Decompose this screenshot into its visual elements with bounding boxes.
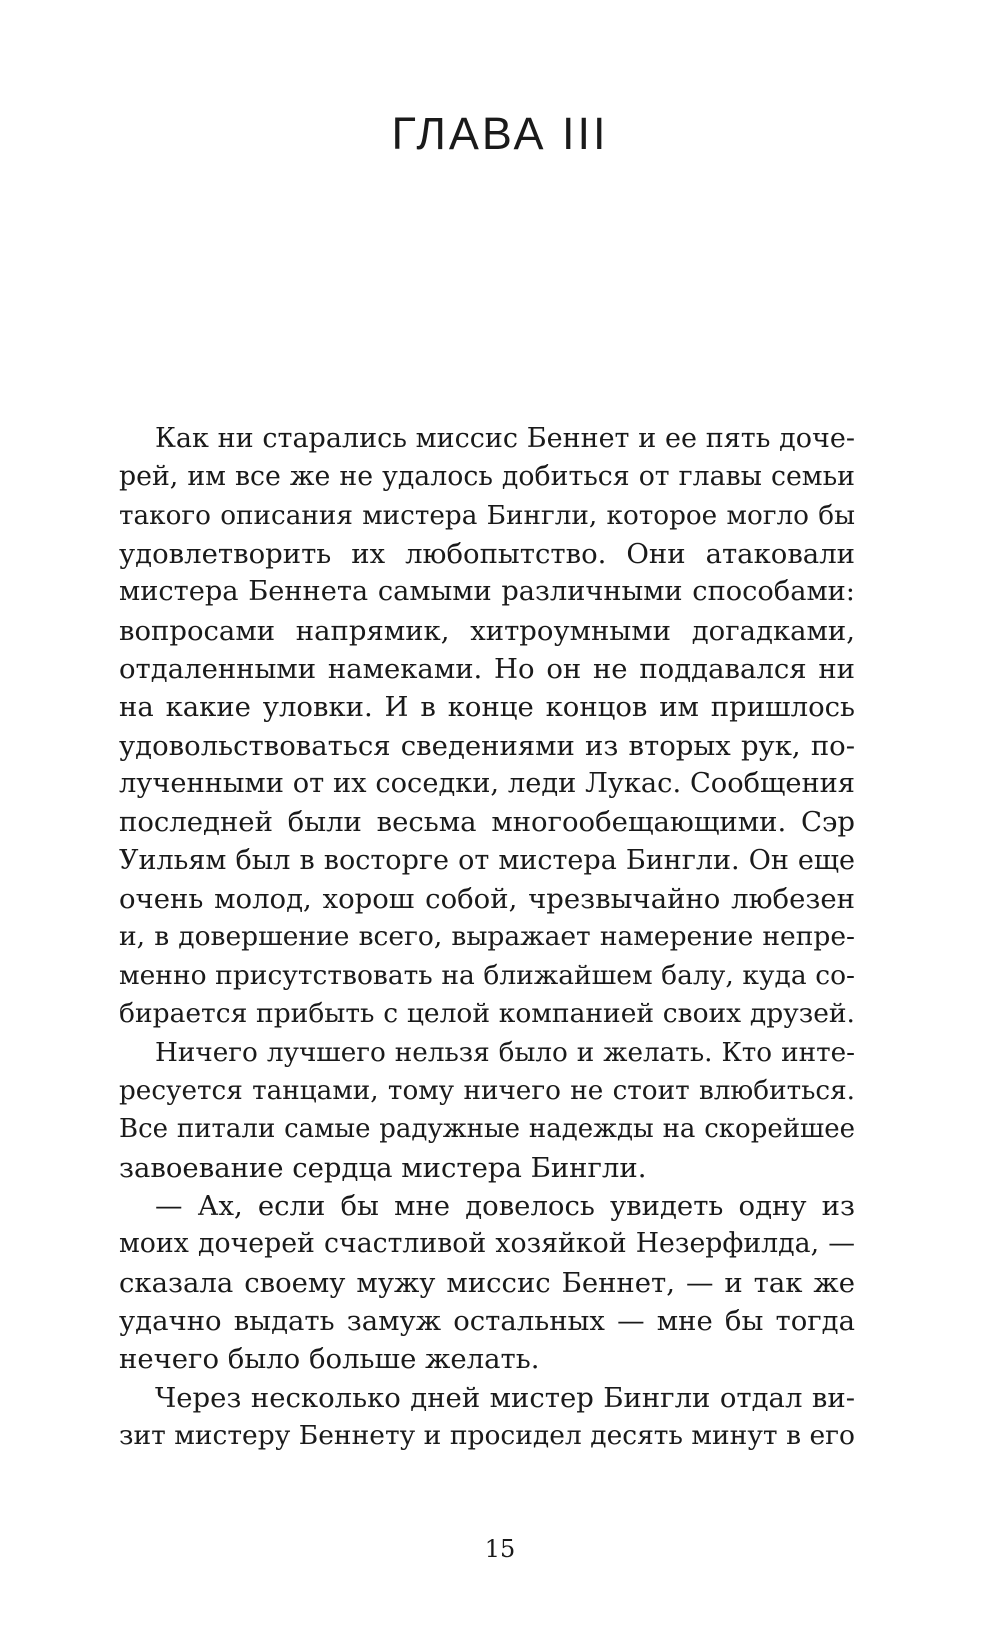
text-line: удачно выдать замуж остальных — мне бы тогда — [119, 1304, 855, 1337]
text-line: удовольствоваться сведениями из вторых рук, по- — [119, 729, 855, 762]
text-line: менно присутствовать на ближайшем балу, куда со- — [119, 959, 855, 991]
text-line: бирается прибыть с целой компанией своих друзей. — [119, 998, 855, 1030]
chapter-title: ГЛАВА III — [391, 108, 609, 159]
text-line: Ничего лучшего нельзя было и желать. Кто инте- — [155, 1037, 855, 1068]
page-number: 15 — [484, 1535, 516, 1563]
text-line: такого описания мистера Бингли, которое могло бы — [119, 500, 855, 531]
chapter-body — [119, 420, 855, 1455]
text-line: мистера Беннета самыми различными способами: — [119, 576, 855, 608]
text-line: на какие уловки. И в конце концов им пришлось — [119, 691, 855, 724]
text-line: последней были весьма многообещающими. Сэр — [119, 806, 855, 839]
text-line: Уильям был в восторге от мистера Бингли. Он еще — [119, 844, 855, 876]
text-line: Все питали самые радужные надежды на скорейшее — [119, 1114, 855, 1145]
text-line: отдаленными намеками. Но он не поддавался ни — [119, 653, 855, 686]
text-line: моих дочерей счастливой хозяйкой Незерфилда, — — [119, 1228, 855, 1260]
text-line: удовлетворить их любопытство. Они атаковали — [119, 538, 855, 571]
text-line: завоевание сердца мистера Бингли. — [119, 1151, 647, 1184]
text-line: и, в довершение всего, выражает намерение непре- — [119, 921, 855, 953]
text-line: — Ах, если бы мне довелось увидеть одну из — [155, 1189, 855, 1222]
text-line: сказала своему мужу миссис Беннет, — и так же — [119, 1266, 855, 1299]
text-line: Через несколько дней мистер Бингли отдал ви- — [155, 1381, 855, 1414]
text-line: ресуется танцами, тому ничего не стоит влюбиться. — [119, 1075, 855, 1106]
text-line: вопросами напрямик, хитроумными догадками, — [119, 614, 855, 647]
text-line: рей, им все же не удалось добиться от главы семьи — [119, 461, 855, 493]
text-line: лученными от их соседки, леди Лукас. Сообщения — [119, 768, 855, 800]
text-line: очень молод, хорош собой, чрезвычайно любезен — [119, 883, 855, 916]
text-line: Как ни старались миссис Беннет и ее пять доче- — [155, 423, 855, 454]
text-line: нечего было больше желать. — [119, 1343, 540, 1376]
text-line: зит мистеру Беннету и просидел десять минут в его — [119, 1419, 855, 1451]
